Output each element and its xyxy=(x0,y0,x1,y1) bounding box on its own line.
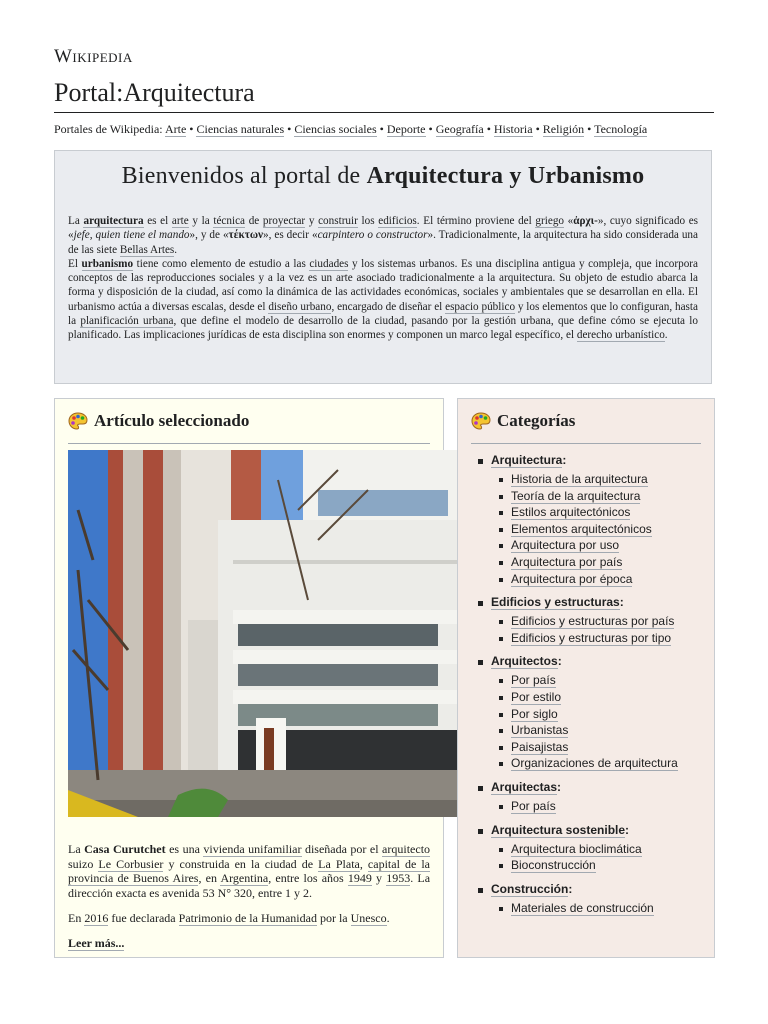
portal-separator: • xyxy=(287,122,292,136)
link-bellas-artes[interactable]: Bellas Artes xyxy=(119,243,175,256)
page-title: Portal:Arquitectura xyxy=(54,78,255,107)
link-1949[interactable]: 1949 xyxy=(347,871,372,886)
category-edificios-estructuras[interactable]: Edificios y estructuras xyxy=(491,595,620,610)
portal-separator: • xyxy=(587,122,592,136)
welcome-title xyxy=(55,163,711,190)
link-urbanismo[interactable]: urbanismo xyxy=(81,257,134,270)
intro-paragraph-architecture: La arquitectura es el arte y la técnica de proyectar y construir los edificios. El término proviene del griego «ἀρχι-», cuyo significado es «jefe, quien tiene el mando», y de «τέκτων», es decir «carpintero o constructor». Tradicionalmente, la arquitectura ha sido considerada una de las siete Bellas Artes. xyxy=(68,215,699,256)
portal-separator: • xyxy=(379,122,384,136)
portals-nav xyxy=(54,122,647,137)
wikipedia-wordmark[interactable]: Wikipedia xyxy=(54,46,133,67)
link-le-corbusier[interactable]: Le Corbusier xyxy=(98,856,164,871)
category-group: Edificios y estructuras: Edificios y estructuras por país Edificios y estructuras por tipo xyxy=(491,595,678,646)
featured-article-title: Artículo seleccionado xyxy=(94,411,250,430)
link-derecho-urbanistico[interactable]: derecho urbanístico xyxy=(576,329,665,342)
featured-paragraph: La Casa Curutchet es una vivienda unifamiliar diseñada por el arquitecto suizo Le Corbusier y construida en la ciudad de La Plata, capital de la provincia de Buenos Aires, en Argentina, entre los años 1949 y 1953. La dirección exacta es avenida 53 N° 320, entre 1 y 2. xyxy=(68,842,431,901)
title-divider xyxy=(54,112,714,113)
featured-subject: Casa Curutchet xyxy=(84,842,166,856)
category-group: Arquitectos: Por país Por estilo Por siglo Urbanistas Paisajistas Organizaciones de arquitectura xyxy=(491,654,678,771)
link-2016[interactable]: 2016 xyxy=(84,910,109,925)
portal-separator: • xyxy=(189,122,194,136)
palette-icon xyxy=(68,412,88,430)
category-item[interactable]: Arquitectura por uso xyxy=(511,538,620,553)
category-item[interactable]: Bioconstrucción xyxy=(511,858,596,873)
portal-link-deporte[interactable]: Deporte xyxy=(386,122,426,136)
portal-link-geografia[interactable]: Geografía xyxy=(435,122,484,136)
category-item[interactable]: Edificios y estructuras por tipo xyxy=(511,630,672,645)
link-griego[interactable]: griego xyxy=(535,215,565,227)
featured-divider xyxy=(68,443,430,444)
link-provincia-buenos-aires[interactable]: capital de la provincia de Buenos Aires xyxy=(68,856,431,886)
categories-divider xyxy=(471,443,701,444)
portal-separator: • xyxy=(428,122,433,136)
portal-separator: • xyxy=(486,122,491,136)
palette-icon xyxy=(471,412,491,430)
portal-link-religion[interactable]: Religión xyxy=(542,122,585,136)
portal-link-ciencias-naturales[interactable]: Ciencias naturales xyxy=(196,122,285,136)
category-arquitectura-sostenible[interactable]: Arquitectura sostenible xyxy=(491,822,626,837)
category-item[interactable]: Arquitectura por país xyxy=(511,554,623,569)
category-item[interactable]: Organizaciones de arquitectura xyxy=(511,756,678,771)
link-argentina[interactable]: Argentina xyxy=(220,871,269,886)
category-item[interactable]: Urbanistas xyxy=(511,723,569,738)
categories-title: Categorías xyxy=(497,411,576,430)
welcome-box xyxy=(54,150,712,384)
intro-paragraph-urbanism: El urbanismo tiene como elemento de estudio a las ciudades y los sistemas urbanos. Es una disciplina antigua y compleja, que incorpora conceptos de las reproducciones sociales y a la vez es un arte asociado tradicionalmente a la arquitectura. Su objeto de estudio abarca la forma y disposición de la ciudad, así como la dinámica de las actividades económicas, sociales y ambientales que se desarrollan en ella. El urbanismo actúa a diversas escalas, desde el diseño urbano, encargado de diseñar el espacio público y los elementos que lo configuran, hasta la planificación urbana, que define el modelo de desarrollo de la ciudad, pasando por la gestión urbana, que define cómo se ejecuta lo planificado. Las implicaciones jurídicas de esta disciplina son enormes y componen un marco legal específico, el derecho urbanístico. xyxy=(68,257,698,342)
category-item[interactable]: Arquitectura bioclimática xyxy=(511,841,642,856)
link-vivienda-unifamiliar[interactable]: vivienda unifamiliar xyxy=(203,842,302,856)
link-unesco[interactable]: Unesco xyxy=(350,910,387,925)
link-construir[interactable]: construir xyxy=(318,215,358,227)
link-arte[interactable]: arte xyxy=(171,215,189,227)
featured-article-text xyxy=(68,842,430,960)
category-group: Arquitectura sostenible: Arquitectura bioclimática Bioconstrucción xyxy=(491,823,678,874)
link-edificios[interactable]: edificios xyxy=(378,215,417,227)
category-item[interactable]: Por país xyxy=(511,673,556,688)
portal-link-tecnologia[interactable]: Tecnología xyxy=(594,122,648,136)
link-planificacion-urbana[interactable]: planificación urbana xyxy=(80,315,174,328)
featured-paragraph: En 2016 fue declarada Patrimonio de la Humanidad por la Unesco. xyxy=(68,910,390,925)
welcome-title-bold: Arquitectura y Urbanismo xyxy=(366,163,645,189)
read-more-link[interactable]: Leer más... xyxy=(68,935,125,950)
category-item[interactable]: Historia de la arquitectura xyxy=(511,472,648,486)
category-item[interactable]: Arquitectura por época xyxy=(511,571,633,586)
portal-link-ciencias-sociales[interactable]: Ciencias sociales xyxy=(294,122,377,136)
welcome-title-prefix: Bienvenidos al portal de xyxy=(121,163,367,189)
category-group: Arquitectura: Historia de la arquitectura Teoría de la arquitectura Estilos arquitectónicos Elementos arquitectónicos Arquitectura por uso Arquitectura por país Arquitectura por época xyxy=(491,453,678,587)
category-arquitectura[interactable]: Arquitectura xyxy=(491,453,563,467)
category-item[interactable]: Por país xyxy=(511,798,556,813)
casa-curutchet-photo[interactable] xyxy=(68,450,457,817)
category-arquitectas[interactable]: Arquitectas xyxy=(491,779,558,794)
category-construccion[interactable]: Construcción xyxy=(491,881,569,896)
portal-link-historia[interactable]: Historia xyxy=(493,122,533,136)
portal-separator: • xyxy=(535,122,540,136)
link-la-plata[interactable]: La Plata xyxy=(318,856,360,871)
featured-article-heading xyxy=(68,411,249,431)
category-item[interactable]: Estilos arquitectónicos xyxy=(511,505,631,520)
category-item[interactable]: Paisajistas xyxy=(511,739,569,754)
category-item[interactable]: Por siglo xyxy=(511,706,558,721)
portals-prefix: Portales de Wikipedia: xyxy=(54,122,163,136)
link-1953[interactable]: 1953 xyxy=(386,871,411,886)
link-arquitecto[interactable]: arquitecto xyxy=(382,842,431,856)
category-list xyxy=(471,453,678,924)
link-diseno-urbano[interactable]: diseño urbano xyxy=(268,300,332,313)
link-proyectar[interactable]: proyectar xyxy=(262,215,306,227)
category-item[interactable]: Edificios y estructuras por país xyxy=(511,614,675,629)
category-item[interactable]: Materiales de construcción xyxy=(511,900,654,915)
link-patrimonio-humanidad[interactable]: Patrimonio de la Humanidad xyxy=(178,910,317,925)
link-arquitectura[interactable]: arquitectura xyxy=(83,215,144,227)
category-item[interactable]: Elementos arquitectónicos xyxy=(511,521,652,536)
categories-box xyxy=(457,398,715,958)
categories-heading xyxy=(471,411,575,431)
category-item[interactable]: Teoría de la arquitectura xyxy=(511,488,641,503)
featured-article-box xyxy=(54,398,444,958)
link-espacio-publico[interactable]: espacio público xyxy=(445,300,516,313)
link-ciudades[interactable]: ciudades xyxy=(309,257,349,270)
link-tecnica[interactable]: técnica xyxy=(213,215,246,227)
portal-link-arte[interactable]: Arte xyxy=(164,122,187,136)
category-item[interactable]: Por estilo xyxy=(511,689,562,704)
category-group: Arquitectas: Por país xyxy=(491,780,678,815)
category-arquitectos[interactable]: Arquitectos xyxy=(491,654,558,669)
category-group: Construcción: Materiales de construcción xyxy=(491,882,678,917)
